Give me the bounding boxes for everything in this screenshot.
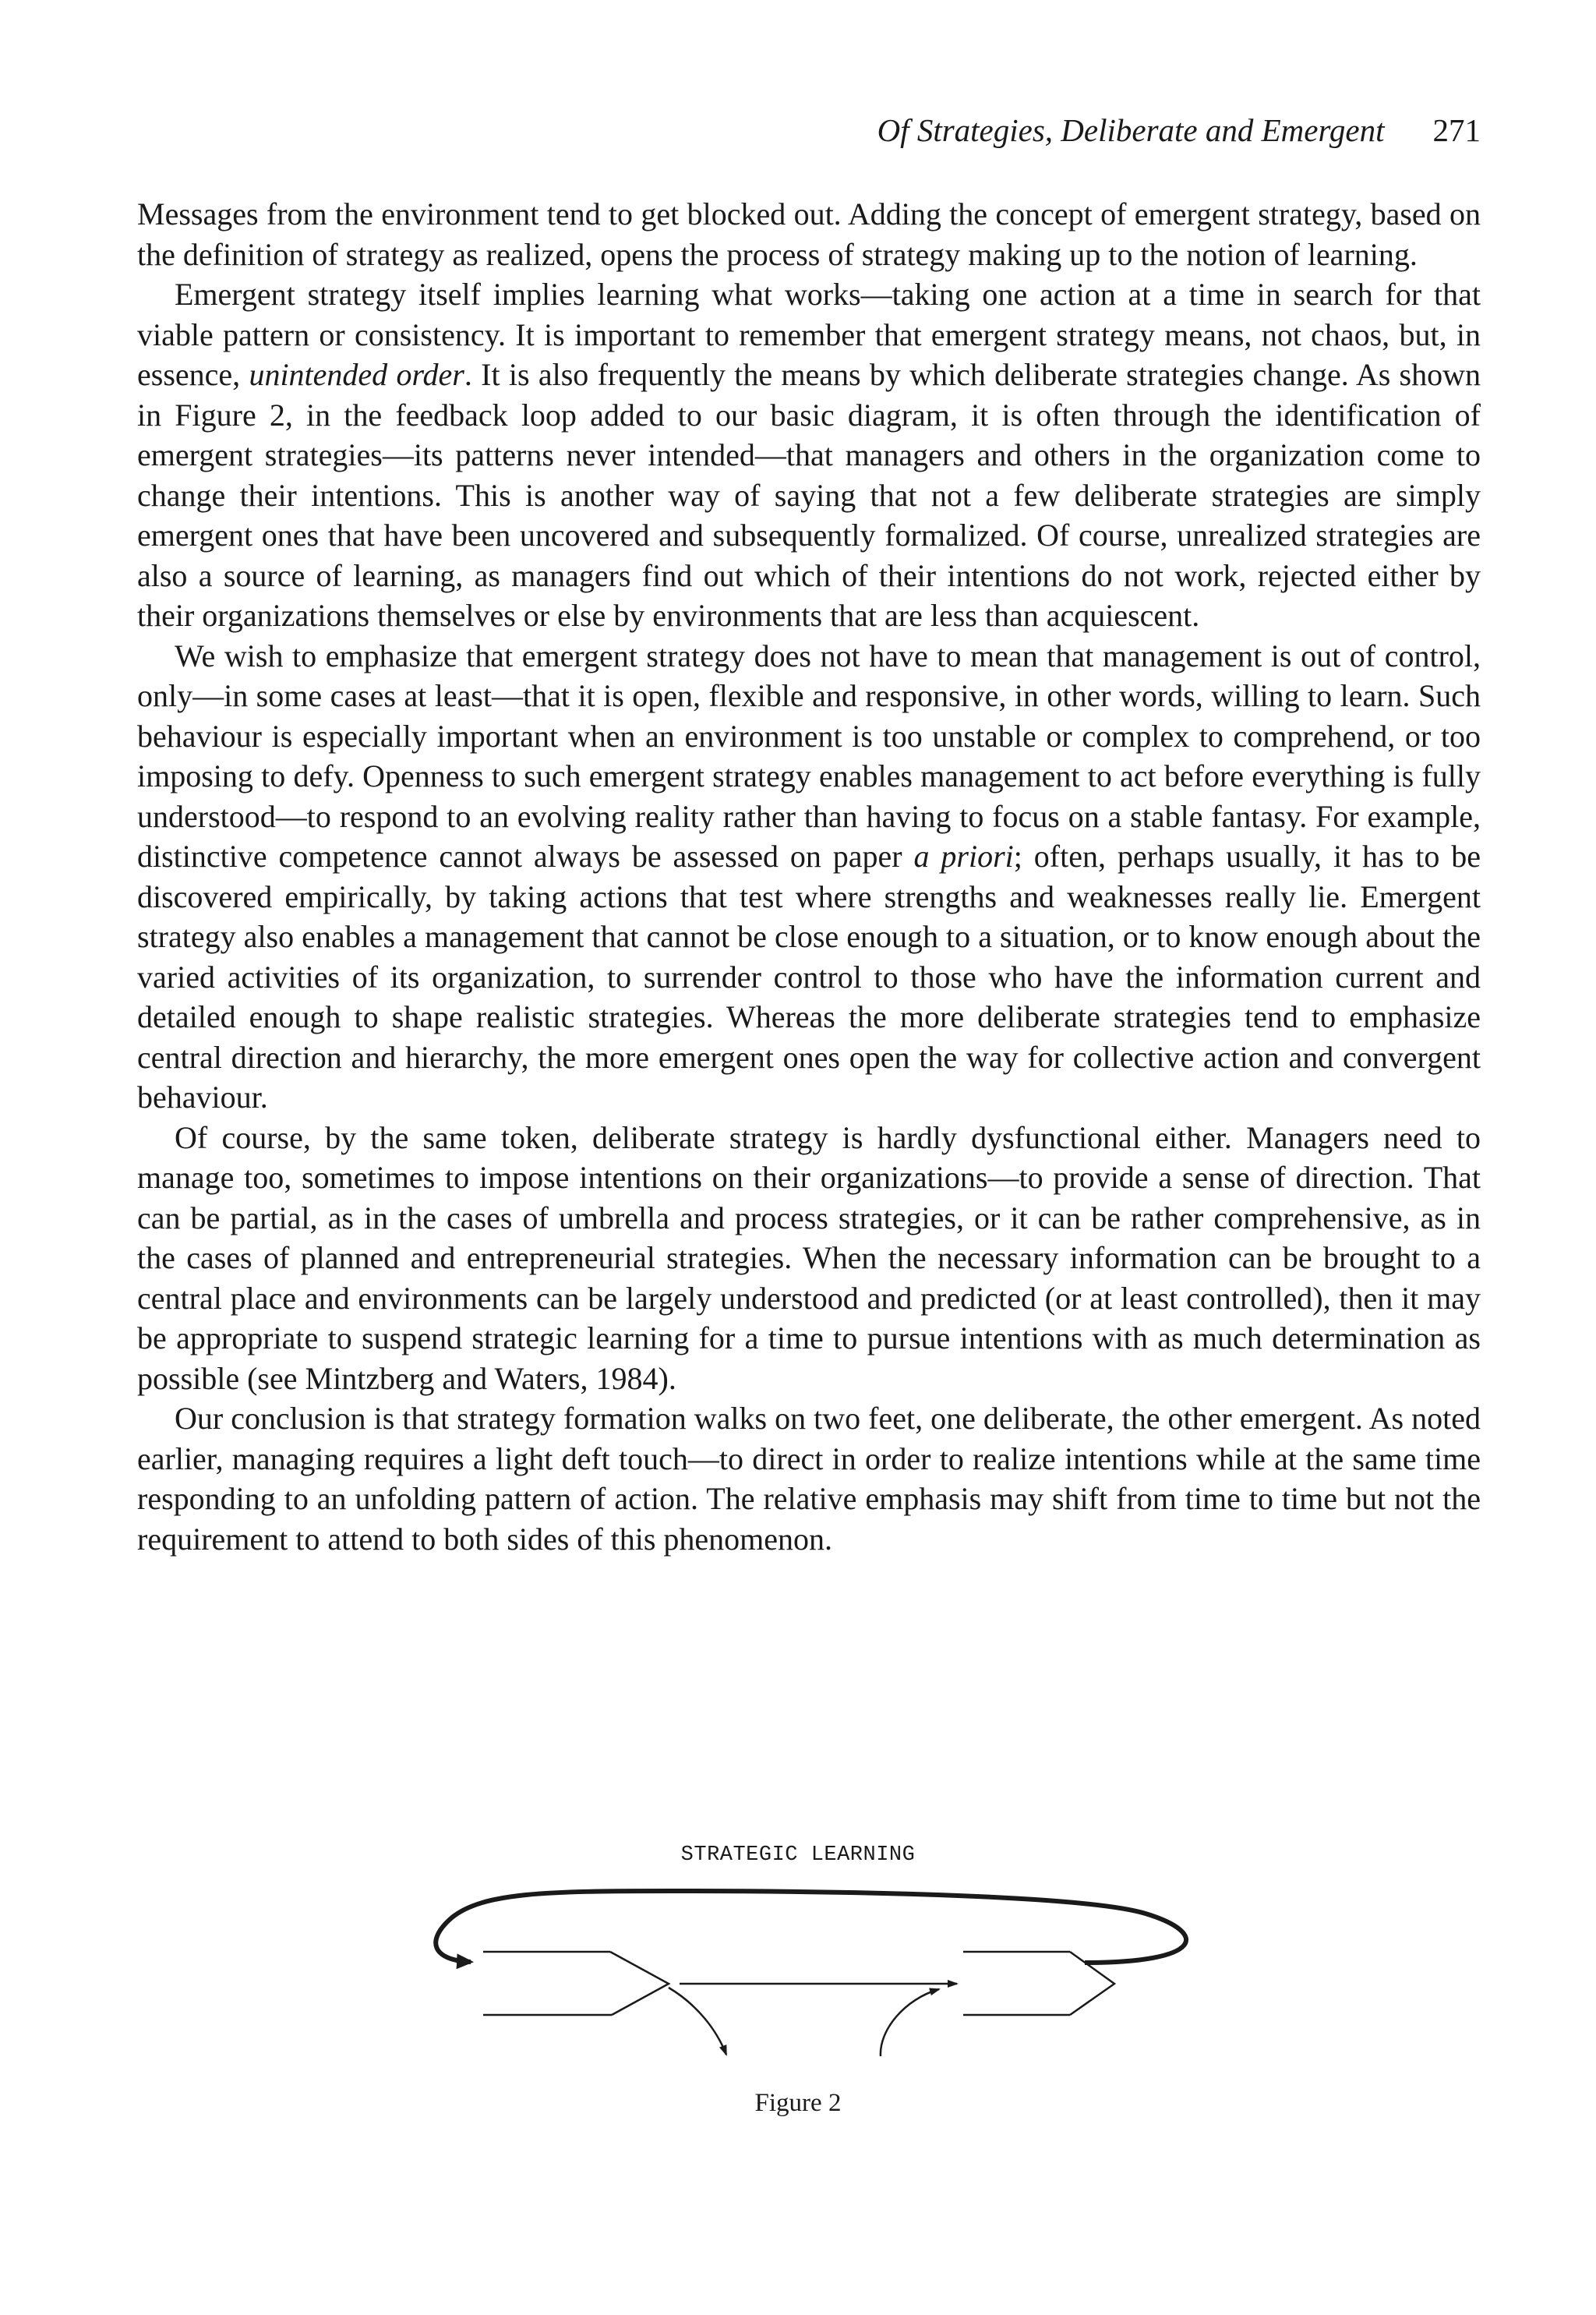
figure-caption: Figure 2 [754, 2089, 842, 2117]
emergent-strategy-arrow [881, 1989, 939, 2056]
paragraph-4: Of course, by the same token, deliberate strategy is hardly dysfunctional either. Managers need to manage too, sometimes to impose intentions on their organizations—to provide a sense of direction. That can be partial, as in the cases of umbrella and process strategies, or it can be rather comprehensive, as in the cases of planned and entrepreneurial strategies. When the necessary information can be brought to a central place and environments can be largely understood and predicted (or at least controlled), then it may be appropriate to suspend strategic learning for a time to pursue intentions with as much determination as possible (see Mintzberg and Waters, 1984). [137, 1119, 1481, 1396]
paragraph-5: Our conclusion is that strategy formation walks on two feet, one deliberate, the other emergent. As noted earlier, managing requires a light deft touch—to direct in order to realize intentions while at the same time responding to an unfolding pattern of action. The relative emphasis may shift from time to time but not the requirement to attend to both sides of this phenomenon. [137, 1401, 1481, 1557]
unrealized-strategy-arrow [669, 1988, 726, 2055]
figure-2 [0, 1840, 1596, 2151]
diagram-label: STRATEGIC LEARNING [680, 1843, 916, 1867]
running-head [0, 111, 1481, 150]
paragraph-3: We wish to emphasize that emergent strategy does not have to mean that management is out of control, only—in some cases at least—that it is open, flexible and responsive, in other words, willing to learn. Such behaviour is especially important when an environment is too unstable or complex to comprehend, or too imposing to defy. Openness to such emergent strategy enables management to act before everything is fully understood—to respond to an evolving reality rather than having to focus on a stable fantasy. For example, distinctive competence cannot always be assessed on paper a priori; often, perhaps usually, it has to be discovered empirically, by taking actions that test where strengths and weaknesses really lie. Emergent strategy also enables a management that cannot be close enough to a situation, or to know enough about the varied activities of its organization, to surrender control to those who have the information current and detailed enough to shape realistic strategies. Whereas the more deliberate strategies tend to emphasize central direction and hierarchy, the more emergent ones open the way for collective action and convergent behaviour. [137, 638, 1481, 1115]
paragraph-1: Messages from the environment tend to get blocked out. Adding the concept of emergent strategy, based on the definition of strategy as realized, opens the process of strategy making up to the notion of learning. [137, 196, 1481, 272]
running-title: Of Strategies, Deliberate and Emergent [877, 112, 1385, 148]
page-number: 271 [1432, 112, 1481, 148]
body-text [137, 194, 1481, 1559]
intended-strategy-arrow [483, 1952, 669, 2015]
paragraph-2: Emergent strategy itself implies learning what works—taking one action at a time in search for that viable pattern or consistency. It is important to remember that emergent strategy means, not chaos, but, in essence, unintended order. It is also frequently the means by which deliberate strategies change. As shown in Figure 2, in the feedback loop added to our basic diagram, it is often through the identification of emergent strategies—its patterns never intended—that managers and others in the organization come to change their intentions. This is another way of saying that not a few deliberate strategies are simply emergent ones that have been uncovered and subsequently formalized. Of course, unrealized strategies are also a source of learning, as managers find out which of their intentions do not work, rejected either by their organizations themselves or else by environments that are less than acquiescent. [137, 277, 1481, 633]
strategy-feedback-diagram [0, 1871, 1596, 2058]
